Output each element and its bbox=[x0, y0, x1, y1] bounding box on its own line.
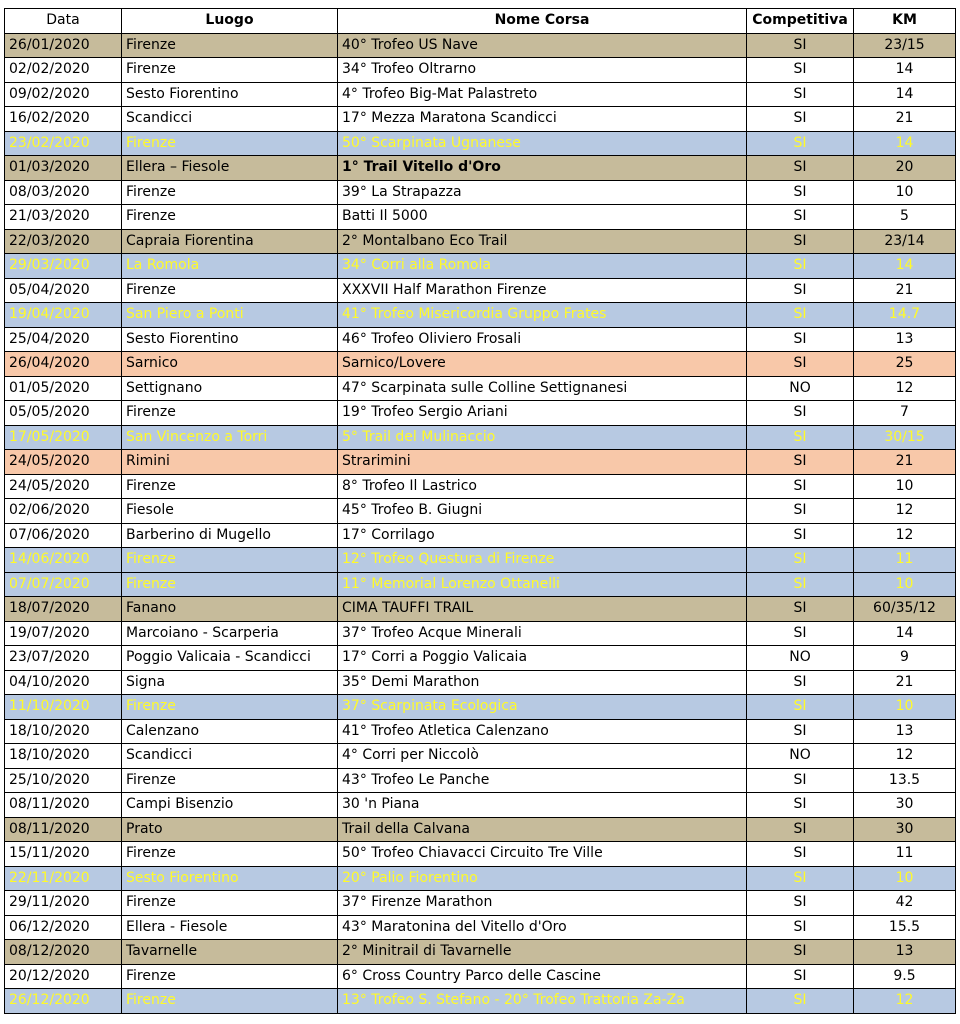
table-row bbox=[5, 303, 956, 328]
competitive-cell[interactable]: SI bbox=[747, 450, 854, 475]
date-cell[interactable]: 18/07/2020 bbox=[5, 597, 122, 622]
race-name-cell[interactable]: 39° La Strapazza bbox=[338, 180, 747, 205]
race-name-cell[interactable]: 43° Maratonina del Vitello d'Oro bbox=[338, 915, 747, 940]
competitive-cell[interactable]: NO bbox=[747, 646, 854, 671]
competitive-cell[interactable]: SI bbox=[747, 523, 854, 548]
km-cell[interactable]: 21 bbox=[854, 670, 956, 695]
competitive-cell[interactable]: SI bbox=[747, 842, 854, 867]
race-name-cell[interactable]: 34° Corri alla Romola bbox=[338, 254, 747, 279]
race-name-cell[interactable]: XXXVII Half Marathon Firenze bbox=[338, 278, 747, 303]
km-cell[interactable]: 10 bbox=[854, 866, 956, 891]
table-row bbox=[5, 229, 956, 254]
date-cell[interactable]: 09/02/2020 bbox=[5, 82, 122, 107]
date-cell[interactable]: 24/05/2020 bbox=[5, 450, 122, 475]
date-cell[interactable]: 16/02/2020 bbox=[5, 107, 122, 132]
competitive-cell[interactable]: SI bbox=[747, 793, 854, 818]
race-name-cell[interactable]: 1° Trail Vitello d'Oro bbox=[338, 156, 747, 181]
km-cell[interactable]: 12 bbox=[854, 376, 956, 401]
race-name-cell[interactable]: 40° Trofeo US Nave bbox=[338, 33, 747, 58]
date-cell[interactable]: 07/07/2020 bbox=[5, 572, 122, 597]
km-cell[interactable]: 5 bbox=[854, 205, 956, 230]
race-name-cell[interactable]: 34° Trofeo Oltrarno bbox=[338, 58, 747, 83]
date-cell[interactable]: 20/12/2020 bbox=[5, 964, 122, 989]
table-row bbox=[5, 572, 956, 597]
km-cell[interactable]: 14 bbox=[854, 254, 956, 279]
table-row bbox=[5, 401, 956, 426]
place-cell[interactable]: Prato bbox=[122, 817, 338, 842]
competitive-cell[interactable]: SI bbox=[747, 205, 854, 230]
place-cell[interactable]: Marcoiano - Scarperia bbox=[122, 621, 338, 646]
place-cell[interactable]: Poggio Valicaia - Scandicci bbox=[122, 646, 338, 671]
table-row bbox=[5, 646, 956, 671]
date-cell[interactable]: 01/03/2020 bbox=[5, 156, 122, 181]
place-cell[interactable]: Firenze bbox=[122, 964, 338, 989]
place-cell[interactable]: Capraia Fiorentina bbox=[122, 229, 338, 254]
race-name-cell[interactable]: 30 'n Piana bbox=[338, 793, 747, 818]
competitive-cell[interactable]: SI bbox=[747, 278, 854, 303]
km-cell[interactable]: 25 bbox=[854, 352, 956, 377]
race-name-cell[interactable]: 19° Trofeo Sergio Ariani bbox=[338, 401, 747, 426]
table-row bbox=[5, 254, 956, 279]
competitive-cell[interactable]: SI bbox=[747, 180, 854, 205]
place-cell[interactable]: Ellera – Fiesole bbox=[122, 156, 338, 181]
table-row bbox=[5, 376, 956, 401]
km-cell[interactable]: 10 bbox=[854, 572, 956, 597]
place-cell[interactable]: San Piero a Ponti bbox=[122, 303, 338, 328]
competitive-cell[interactable]: SI bbox=[747, 131, 854, 156]
date-cell[interactable]: 14/06/2020 bbox=[5, 548, 122, 573]
competitive-cell[interactable]: NO bbox=[747, 376, 854, 401]
date-cell[interactable]: 19/07/2020 bbox=[5, 621, 122, 646]
km-cell[interactable]: 30/15 bbox=[854, 425, 956, 450]
competitive-cell[interactable]: SI bbox=[747, 597, 854, 622]
km-cell[interactable]: 23/15 bbox=[854, 33, 956, 58]
race-name-cell[interactable]: Sarnico/Lovere bbox=[338, 352, 747, 377]
competitive-cell[interactable]: SI bbox=[747, 719, 854, 744]
date-cell[interactable]: 26/12/2020 bbox=[5, 989, 122, 1014]
table-row bbox=[5, 744, 956, 769]
km-cell[interactable]: 14.7 bbox=[854, 303, 956, 328]
date-cell[interactable]: 24/05/2020 bbox=[5, 474, 122, 499]
competitive-cell[interactable]: SI bbox=[747, 58, 854, 83]
date-cell[interactable]: 19/04/2020 bbox=[5, 303, 122, 328]
km-cell[interactable]: 13 bbox=[854, 940, 956, 965]
place-cell[interactable]: Scandicci bbox=[122, 744, 338, 769]
place-cell[interactable]: Firenze bbox=[122, 180, 338, 205]
competitive-cell[interactable]: SI bbox=[747, 352, 854, 377]
km-cell[interactable]: 20 bbox=[854, 156, 956, 181]
km-cell[interactable]: 60/35/12 bbox=[854, 597, 956, 622]
header-competitive[interactable]: Competitiva bbox=[747, 9, 854, 34]
km-cell[interactable]: 12 bbox=[854, 523, 956, 548]
race-name-cell[interactable]: 11° Memorial Lorenzo Ottanelli bbox=[338, 572, 747, 597]
date-cell[interactable]: 26/01/2020 bbox=[5, 33, 122, 58]
table-row bbox=[5, 793, 956, 818]
race-name-cell[interactable]: 37° Firenze Marathon bbox=[338, 891, 747, 916]
race-name-cell[interactable]: 2° Montalbano Eco Trail bbox=[338, 229, 747, 254]
table-body bbox=[5, 33, 956, 1013]
race-name-cell[interactable]: 50° Scarpinata Ugnanese bbox=[338, 131, 747, 156]
competitive-cell[interactable]: SI bbox=[747, 499, 854, 524]
table-row bbox=[5, 107, 956, 132]
race-name-cell[interactable]: 6° Cross Country Parco delle Cascine bbox=[338, 964, 747, 989]
date-cell[interactable]: 02/06/2020 bbox=[5, 499, 122, 524]
race-name-cell[interactable]: 17° Mezza Maratona Scandicci bbox=[338, 107, 747, 132]
table-row bbox=[5, 450, 956, 475]
km-cell[interactable]: 21 bbox=[854, 278, 956, 303]
km-cell[interactable]: 11 bbox=[854, 548, 956, 573]
competitive-cell[interactable]: SI bbox=[747, 915, 854, 940]
race-name-cell[interactable]: 17° Corri a Poggio Valicaia bbox=[338, 646, 747, 671]
competitive-cell[interactable]: SI bbox=[747, 474, 854, 499]
km-cell[interactable]: 13 bbox=[854, 719, 956, 744]
header-place[interactable]: Luogo bbox=[122, 9, 338, 34]
date-cell[interactable]: 25/04/2020 bbox=[5, 327, 122, 352]
place-cell[interactable]: Firenze bbox=[122, 548, 338, 573]
race-name-cell[interactable]: 20° Palio Fiorentino bbox=[338, 866, 747, 891]
table-row bbox=[5, 352, 956, 377]
table-row bbox=[5, 474, 956, 499]
race-name-cell[interactable]: 37° Trofeo Acque Minerali bbox=[338, 621, 747, 646]
table-row bbox=[5, 33, 956, 58]
race-name-cell[interactable]: 43° Trofeo Le Panche bbox=[338, 768, 747, 793]
km-cell[interactable]: 21 bbox=[854, 450, 956, 475]
km-cell[interactable]: 10 bbox=[854, 474, 956, 499]
competitive-cell[interactable]: NO bbox=[747, 744, 854, 769]
race-name-cell[interactable]: 5° Trail del Mulinaccio bbox=[338, 425, 747, 450]
competitive-cell[interactable]: SI bbox=[747, 82, 854, 107]
race-name-cell[interactable]: Strarimini bbox=[338, 450, 747, 475]
competitive-cell[interactable]: SI bbox=[747, 621, 854, 646]
table-row bbox=[5, 817, 956, 842]
km-cell[interactable]: 30 bbox=[854, 793, 956, 818]
place-cell[interactable]: Settignano bbox=[122, 376, 338, 401]
km-cell[interactable]: 9 bbox=[854, 646, 956, 671]
competitive-cell[interactable]: SI bbox=[747, 572, 854, 597]
table-row bbox=[5, 866, 956, 891]
competitive-cell[interactable]: SI bbox=[747, 670, 854, 695]
place-cell[interactable]: Firenze bbox=[122, 131, 338, 156]
competitive-cell[interactable]: SI bbox=[747, 548, 854, 573]
race-name-cell[interactable]: 46° Trofeo Oliviero Frosali bbox=[338, 327, 747, 352]
date-cell[interactable]: 22/03/2020 bbox=[5, 229, 122, 254]
place-cell[interactable]: Firenze bbox=[122, 695, 338, 720]
km-cell[interactable]: 30 bbox=[854, 817, 956, 842]
place-cell[interactable]: Firenze bbox=[122, 474, 338, 499]
race-name-cell[interactable]: 13° Trofeo S. Stefano - 20° Trofeo Trattoria Za-Za bbox=[338, 989, 747, 1014]
place-cell[interactable]: Firenze bbox=[122, 205, 338, 230]
date-cell[interactable]: 06/12/2020 bbox=[5, 915, 122, 940]
place-cell[interactable]: Firenze bbox=[122, 33, 338, 58]
competitive-cell[interactable]: SI bbox=[747, 695, 854, 720]
place-cell[interactable]: Firenze bbox=[122, 58, 338, 83]
competitive-cell[interactable]: SI bbox=[747, 940, 854, 965]
competitive-cell[interactable]: SI bbox=[747, 303, 854, 328]
race-name-cell[interactable]: 4° Corri per Niccolò bbox=[338, 744, 747, 769]
date-cell[interactable]: 29/03/2020 bbox=[5, 254, 122, 279]
place-cell[interactable]: Campi Bisenzio bbox=[122, 793, 338, 818]
date-cell[interactable]: 26/04/2020 bbox=[5, 352, 122, 377]
place-cell[interactable]: Firenze bbox=[122, 768, 338, 793]
date-cell[interactable]: 18/10/2020 bbox=[5, 719, 122, 744]
place-cell[interactable]: Rimini bbox=[122, 450, 338, 475]
km-cell[interactable]: 12 bbox=[854, 744, 956, 769]
place-cell[interactable]: Fanano bbox=[122, 597, 338, 622]
race-name-cell[interactable]: 8° Trofeo Il Lastrico bbox=[338, 474, 747, 499]
competitive-cell[interactable]: SI bbox=[747, 107, 854, 132]
competitive-cell[interactable]: SI bbox=[747, 425, 854, 450]
table-row bbox=[5, 58, 956, 83]
place-cell[interactable]: Firenze bbox=[122, 572, 338, 597]
competitive-cell[interactable]: SI bbox=[747, 768, 854, 793]
place-cell[interactable]: Fiesole bbox=[122, 499, 338, 524]
km-cell[interactable]: 14 bbox=[854, 82, 956, 107]
header-row bbox=[5, 9, 956, 34]
date-cell[interactable]: 08/12/2020 bbox=[5, 940, 122, 965]
km-cell[interactable]: 14 bbox=[854, 58, 956, 83]
competitive-cell[interactable]: SI bbox=[747, 327, 854, 352]
table-row bbox=[5, 621, 956, 646]
race-name-cell[interactable]: 47° Scarpinata sulle Colline Settignanesi bbox=[338, 376, 747, 401]
date-cell[interactable]: 05/04/2020 bbox=[5, 278, 122, 303]
date-cell[interactable]: 15/11/2020 bbox=[5, 842, 122, 867]
date-cell[interactable]: 11/10/2020 bbox=[5, 695, 122, 720]
race-name-cell[interactable]: 2° Minitrail di Tavarnelle bbox=[338, 940, 747, 965]
table-row bbox=[5, 695, 956, 720]
header-date[interactable]: Data bbox=[5, 9, 122, 34]
competitive-cell[interactable]: SI bbox=[747, 229, 854, 254]
date-cell[interactable]: 02/02/2020 bbox=[5, 58, 122, 83]
table-row bbox=[5, 964, 956, 989]
date-cell[interactable]: 08/11/2020 bbox=[5, 817, 122, 842]
date-cell[interactable]: 25/10/2020 bbox=[5, 768, 122, 793]
place-cell[interactable]: Scandicci bbox=[122, 107, 338, 132]
km-cell[interactable]: 14 bbox=[854, 621, 956, 646]
race-name-cell[interactable]: 17° Corrilago bbox=[338, 523, 747, 548]
km-cell[interactable]: 10 bbox=[854, 180, 956, 205]
competitive-cell[interactable]: SI bbox=[747, 891, 854, 916]
competitive-cell[interactable]: SI bbox=[747, 989, 854, 1014]
place-cell[interactable]: Ellera - Fiesole bbox=[122, 915, 338, 940]
table-row bbox=[5, 205, 956, 230]
date-cell[interactable]: 29/11/2020 bbox=[5, 891, 122, 916]
table-row bbox=[5, 915, 956, 940]
date-cell[interactable]: 08/11/2020 bbox=[5, 793, 122, 818]
place-cell[interactable]: Sarnico bbox=[122, 352, 338, 377]
date-cell[interactable]: 05/05/2020 bbox=[5, 401, 122, 426]
km-cell[interactable]: 23/14 bbox=[854, 229, 956, 254]
place-cell[interactable]: Calenzano bbox=[122, 719, 338, 744]
race-name-cell[interactable]: CIMA TAUFFI TRAIL bbox=[338, 597, 747, 622]
date-cell[interactable]: 01/05/2020 bbox=[5, 376, 122, 401]
competitive-cell[interactable]: SI bbox=[747, 866, 854, 891]
km-cell[interactable]: 12 bbox=[854, 989, 956, 1014]
race-calendar-table bbox=[4, 8, 956, 1014]
table-row bbox=[5, 327, 956, 352]
date-cell[interactable]: 22/11/2020 bbox=[5, 866, 122, 891]
place-cell[interactable]: Sesto Fiorentino bbox=[122, 327, 338, 352]
competitive-cell[interactable]: SI bbox=[747, 33, 854, 58]
place-cell[interactable]: Barberino di Mugello bbox=[122, 523, 338, 548]
date-cell[interactable]: 21/03/2020 bbox=[5, 205, 122, 230]
place-cell[interactable]: San Vincenzo a Torri bbox=[122, 425, 338, 450]
km-cell[interactable]: 21 bbox=[854, 107, 956, 132]
table-row bbox=[5, 131, 956, 156]
competitive-cell[interactable]: SI bbox=[747, 254, 854, 279]
race-name-cell[interactable]: 41° Trofeo Atletica Calenzano bbox=[338, 719, 747, 744]
place-cell[interactable]: Firenze bbox=[122, 278, 338, 303]
race-name-cell[interactable]: 4° Trofeo Big-Mat Palastreto bbox=[338, 82, 747, 107]
table-row bbox=[5, 82, 956, 107]
header-race-name[interactable]: Nome Corsa bbox=[338, 9, 747, 34]
km-cell[interactable]: 14 bbox=[854, 131, 956, 156]
place-cell[interactable]: Firenze bbox=[122, 401, 338, 426]
table-row bbox=[5, 499, 956, 524]
place-cell[interactable]: La Romola bbox=[122, 254, 338, 279]
competitive-cell[interactable]: SI bbox=[747, 964, 854, 989]
date-cell[interactable]: 07/06/2020 bbox=[5, 523, 122, 548]
table-row bbox=[5, 670, 956, 695]
table-row bbox=[5, 989, 956, 1014]
date-cell[interactable]: 18/10/2020 bbox=[5, 744, 122, 769]
competitive-cell[interactable]: SI bbox=[747, 401, 854, 426]
race-name-cell[interactable]: 41° Trofeo Misericordia Gruppo Frates bbox=[338, 303, 747, 328]
race-name-cell[interactable]: 35° Demi Marathon bbox=[338, 670, 747, 695]
km-cell[interactable]: 7 bbox=[854, 401, 956, 426]
date-cell[interactable]: 17/05/2020 bbox=[5, 425, 122, 450]
competitive-cell[interactable]: SI bbox=[747, 156, 854, 181]
place-cell[interactable]: Firenze bbox=[122, 989, 338, 1014]
race-name-cell[interactable]: 12° Trofeo Questura di Firenze bbox=[338, 548, 747, 573]
place-cell[interactable]: Firenze bbox=[122, 842, 338, 867]
place-cell[interactable]: Firenze bbox=[122, 891, 338, 916]
km-cell[interactable]: 13.5 bbox=[854, 768, 956, 793]
date-cell[interactable]: 23/02/2020 bbox=[5, 131, 122, 156]
place-cell[interactable]: Tavarnelle bbox=[122, 940, 338, 965]
table-row bbox=[5, 523, 956, 548]
table-row bbox=[5, 842, 956, 867]
table-row bbox=[5, 768, 956, 793]
table-row bbox=[5, 719, 956, 744]
race-name-cell[interactable]: 37° Scarpinata Ecologica bbox=[338, 695, 747, 720]
place-cell[interactable]: Sesto Fiorentino bbox=[122, 82, 338, 107]
table-row bbox=[5, 425, 956, 450]
km-cell[interactable]: 42 bbox=[854, 891, 956, 916]
km-cell[interactable]: 11 bbox=[854, 842, 956, 867]
date-cell[interactable]: 08/03/2020 bbox=[5, 180, 122, 205]
table-row bbox=[5, 180, 956, 205]
km-cell[interactable]: 10 bbox=[854, 695, 956, 720]
table-row bbox=[5, 940, 956, 965]
table-row bbox=[5, 278, 956, 303]
table-row bbox=[5, 548, 956, 573]
header-km[interactable]: KM bbox=[854, 9, 956, 34]
table-row bbox=[5, 597, 956, 622]
race-name-cell[interactable]: 50° Trofeo Chiavacci Circuito Tre Ville bbox=[338, 842, 747, 867]
km-cell[interactable]: 15.5 bbox=[854, 915, 956, 940]
date-cell[interactable]: 04/10/2020 bbox=[5, 670, 122, 695]
race-name-cell[interactable]: Trail della Calvana bbox=[338, 817, 747, 842]
place-cell[interactable]: Signa bbox=[122, 670, 338, 695]
place-cell[interactable]: Sesto Fiorentino bbox=[122, 866, 338, 891]
race-name-cell[interactable]: Batti Il 5000 bbox=[338, 205, 747, 230]
table-row bbox=[5, 156, 956, 181]
km-cell[interactable]: 12 bbox=[854, 499, 956, 524]
km-cell[interactable]: 13 bbox=[854, 327, 956, 352]
date-cell[interactable]: 23/07/2020 bbox=[5, 646, 122, 671]
table-row bbox=[5, 891, 956, 916]
km-cell[interactable]: 9.5 bbox=[854, 964, 956, 989]
competitive-cell[interactable]: SI bbox=[747, 817, 854, 842]
race-name-cell[interactable]: 45° Trofeo B. Giugni bbox=[338, 499, 747, 524]
